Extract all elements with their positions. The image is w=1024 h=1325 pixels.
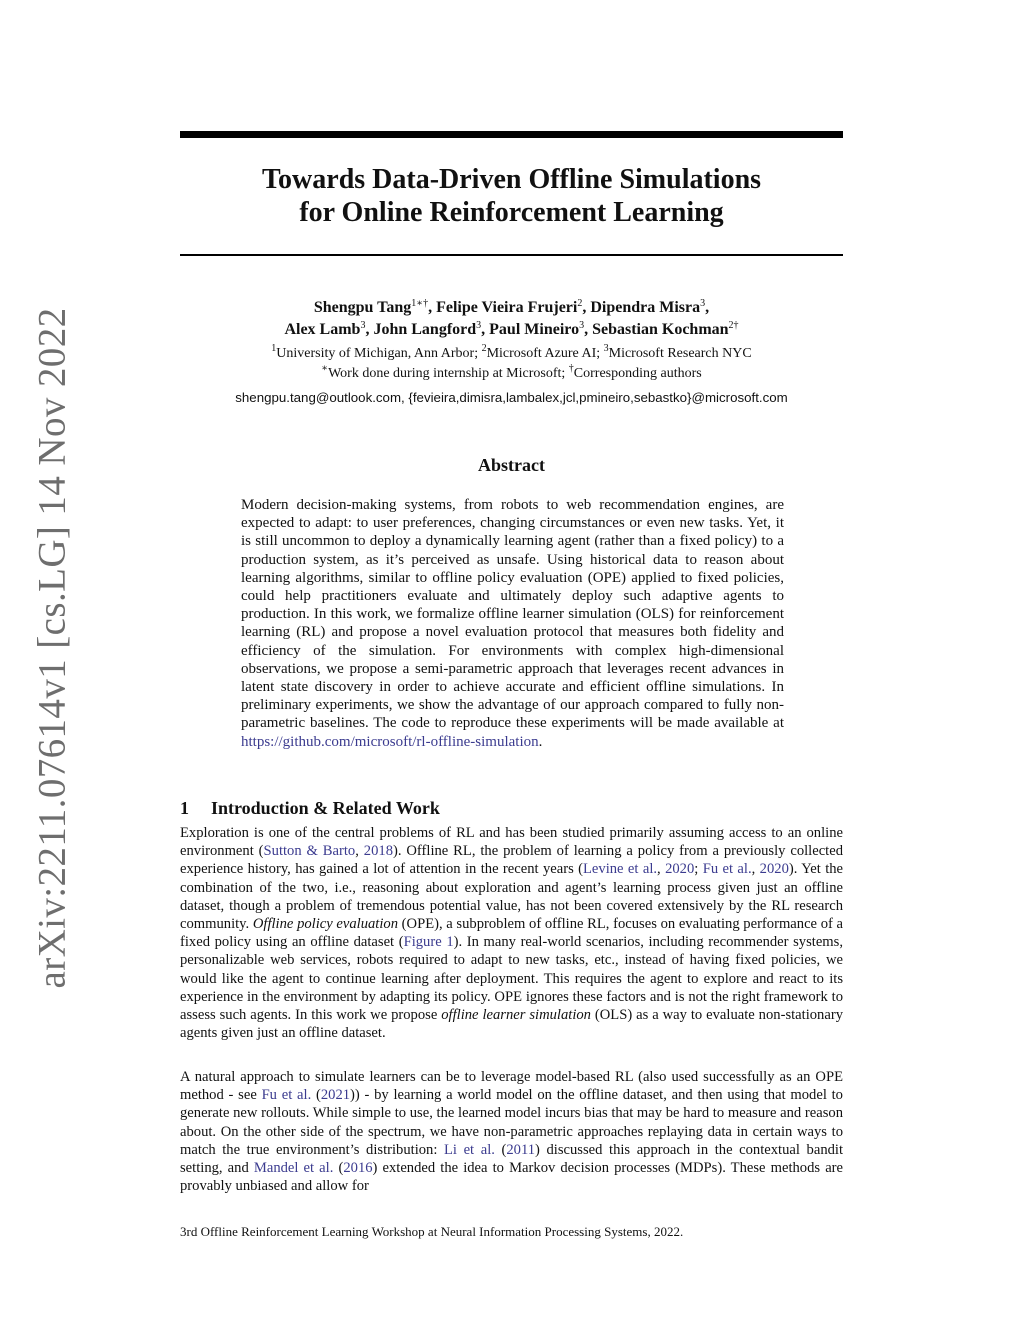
abstract-text	[241, 496, 784, 751]
author-name: Shengpu Tang	[313, 299, 412, 316]
citation-link[interactable]: Mandel et al.	[253, 1160, 334, 1177]
affiliation-mark: 1	[271, 343, 277, 354]
affiliation-mark: 3	[603, 343, 609, 354]
author-notes-line	[180, 364, 843, 384]
intro-paragraph-1	[180, 824, 843, 1042]
text-run: ;	[694, 861, 703, 878]
text-run: ,	[657, 861, 666, 878]
affiliation-line	[180, 344, 843, 364]
text-run: ,	[355, 843, 364, 860]
citation-link[interactable]: 2020	[665, 861, 695, 878]
citation-link[interactable]: Levine et al.	[583, 861, 658, 878]
author-name: Sebastian Kochman	[592, 321, 729, 338]
citation-link[interactable]: Sutton & Barto	[263, 843, 356, 860]
title-top-rule	[180, 131, 843, 138]
section-heading	[180, 797, 843, 819]
citation-link[interactable]: Li et al.	[444, 1141, 495, 1158]
citation-link[interactable]: 2018	[363, 843, 393, 860]
author-affiliation-mark: 3	[700, 298, 706, 309]
author-name: Alex Lamb	[284, 321, 361, 338]
citation-link[interactable]: Fu et al.	[702, 861, 752, 878]
author-name: Dipendra Misra	[590, 299, 701, 316]
author-note: Corresponding authors	[573, 366, 702, 381]
text-run: ) extended the idea to Markov decision processes (MDPs). These methods are provably unbiased and allow for	[180, 1160, 844, 1195]
affiliation: Microsoft Research NYC	[608, 346, 752, 361]
text-run: ) discussed this approach in the contextual bandit setting, and	[180, 1141, 844, 1177]
title-bottom-rule	[180, 254, 843, 256]
title-line-1: Towards Data-Driven Offline Simulations	[261, 164, 762, 195]
citation-link[interactable]: 2020	[759, 861, 789, 878]
author-affiliation-mark: 3	[360, 320, 366, 331]
intro-paragraph-2	[180, 1068, 843, 1195]
author-emails: shengpu.tang@outlook.com, {fevieira,dimisra,lambalex,jcl,pmineiro,sebastko}@microsoft.com	[235, 390, 788, 405]
emphasis: Offline policy evaluation	[252, 916, 398, 933]
text-run: ). In many real-world scenarios, including recommender systems, personalizable web services, robots required to adapt to new tasks, etc., instead of having fixed policies, we would like the agent to continue learning after deployment. This requires the agent to explore and react to its experience in the environment by adapting its policy. OPE ignores these factors and is not the right framework to assess such agents. In this work we propose	[180, 934, 843, 1024]
affiliation-mark: 2	[481, 343, 487, 354]
section-title: Introduction & Related Work	[211, 798, 440, 818]
author-affiliation-mark: 3	[579, 320, 585, 331]
text-run: (OLS) as a way to evaluate non-stationary agents given just an offline dataset.	[180, 1007, 843, 1042]
text-run: (OPE), a subproblem of offline RL, focuses on evaluating performance of a fixed policy using an offline dataset (	[180, 916, 844, 951]
code-link[interactable]: https://github.com/microsoft/rl-offline-simulation	[241, 733, 539, 750]
text-run: ). Yet the combination of the two, i.e., reasoning about exploration and agent’s learning process given just an offline dataset, though a problem of tremendous potential value, has not been covered extensively by the RL research community.	[180, 861, 844, 933]
author-list	[180, 297, 843, 341]
author-name: Felipe Vieira Frujeri	[436, 299, 578, 316]
author-note: Work done during internship at Microsoft;	[328, 366, 569, 381]
author-line-2: Alex Lamb$^3$, John Langford$^3$, Paul Mineiro$^3$, Sebastian Kochman$^{2\dagger}$	[284, 320, 739, 338]
text-run: Exploration is one of the central problems of RL and has been studied primarily assuming access to an online environment (	[180, 825, 843, 860]
citation-link[interactable]: 2011	[506, 1141, 536, 1158]
note-mark: †	[568, 363, 574, 374]
emphasis: offline learner simulation	[441, 1007, 591, 1024]
venue-footer: 3rd Offline Reinforcement Learning Workshop at Neural Information Processing Systems, 2022.	[180, 1224, 684, 1239]
text-run: )) - by learning a world model on the offline dataset, and then using that model to generate new rollouts. While simple to use, the learned model incurs bias that may be hard to measure and reason about. On the other side of the spectrum, we have non-parametric approaches replaying data in certain ways to match the true environment’s distribution:	[180, 1087, 843, 1158]
author-line-1: Shengpu Tang$^{1∗\dagger}$, Felipe Vieira Frujeri$^2$, Dipendra Misra$^3$,	[313, 298, 710, 316]
abstract-body: Modern decision-making systems, from robots to web recommendation engines, are expected to adapt: to user preferences, changing circumstances or even new tasks. Yet, it is still uncommon to deploy a dynamically learning agent (rather than a fixed policy) to a production system, as it’s perceived as unsafe. Using historical data to reason about learning algorithms, similar to offline policy evaluation (OPE) applied to fixed policies, could help practitioners evaluate and ultimately deploy such adaptive agents to production. In this work, we formalize offline learner simulation (OLS) for reinforcement learning (RL) and propose a novel evaluation protocol that measures both fidelity and efficiency of the simulation. For environments with complex high-dimensional observations, we propose a semi-parametric approach that leverages recent advances in latent state discovery in order to achieve accurate and efficient offline simulations. In preliminary experiments, we show the advantage of our approach compared to fully non-parametric baselines. The code to reproduce these experiments will be made available at	[241, 497, 784, 732]
title-line-2: for Online Reinforcement Learning	[299, 197, 724, 228]
author-name: Paul Mineiro	[489, 321, 580, 338]
arxiv-stamp: arXiv:2211.07614v1 [cs.LG] 14 Nov 2022	[30, 307, 74, 989]
section-number: 1	[180, 798, 189, 818]
author-affiliation-mark: 2	[577, 298, 583, 309]
affiliation: Microsoft Azure AI;	[486, 346, 604, 361]
text-run: (	[311, 1087, 321, 1104]
author-name: John Langford	[373, 321, 477, 338]
affiliations	[180, 344, 843, 384]
author-affiliation-mark: 2†	[728, 320, 739, 331]
note-mark: ∗	[321, 363, 329, 374]
text-run: ). Offline RL, the problem of learning a policy from a previously collected experience history, has gained a lot of attention in the recent years (	[180, 843, 844, 878]
text-run: (	[333, 1160, 344, 1177]
figure-link[interactable]: Figure 1	[403, 934, 454, 951]
affiliation: University of Michigan, Ann Arbor;	[276, 346, 482, 361]
text-run: A natural approach to simulate learners can be to leverage model-based RL (also used successfully as an OPE method - see	[180, 1069, 843, 1104]
abstract-end: .	[538, 733, 543, 750]
citation-link[interactable]: 2016	[343, 1160, 373, 1177]
paper-title	[180, 163, 843, 229]
text-run: ,	[751, 861, 760, 878]
text-run: (	[494, 1141, 507, 1158]
citation-link[interactable]: 2021	[320, 1087, 351, 1104]
author-affiliation-mark: 3	[476, 320, 482, 331]
abstract-heading: Abstract	[478, 455, 545, 475]
citation-link[interactable]: Fu et al.	[261, 1087, 312, 1104]
author-affiliation-mark: 1∗†	[411, 298, 429, 309]
